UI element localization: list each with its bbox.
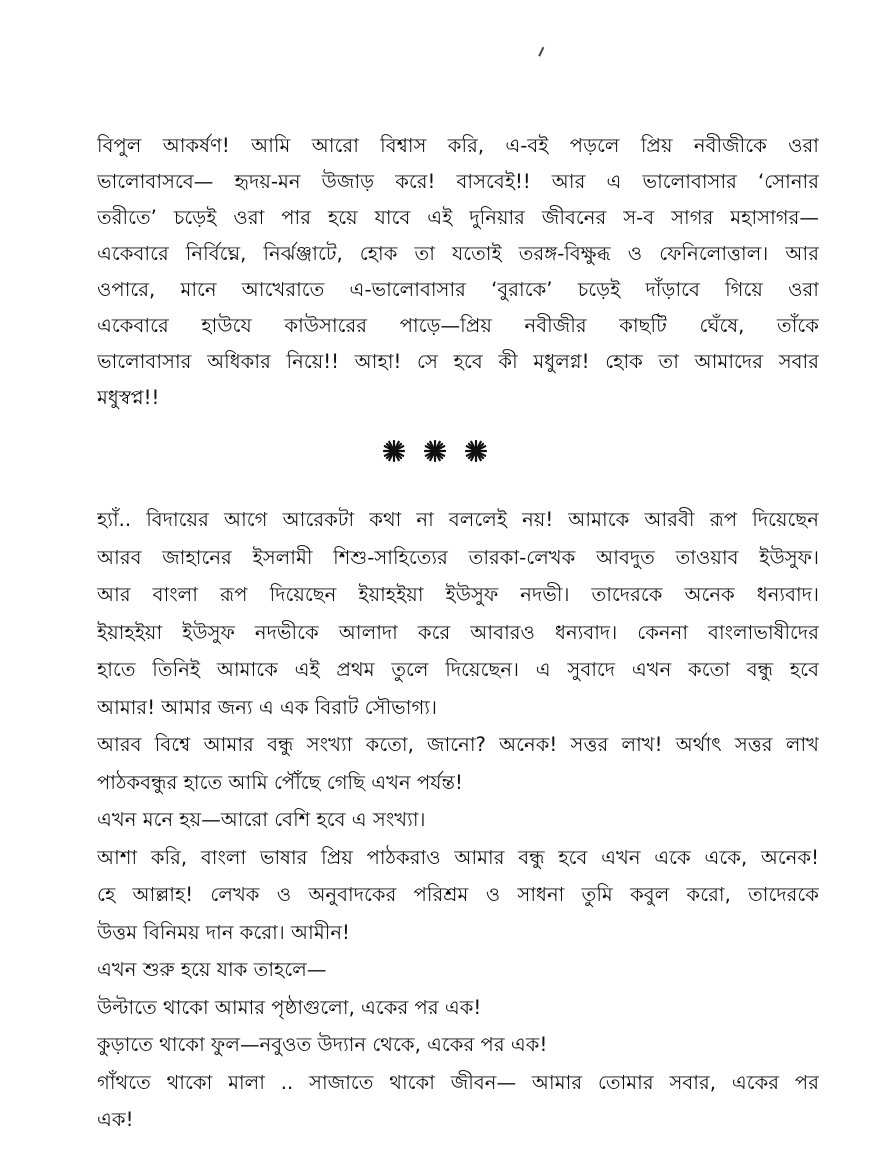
text-line: কুড়াতে থাকো ফুল—নবুওত উদ্যান থেকে, একের পর এক! <box>97 1033 548 1056</box>
text-line: আশা করি, বাংলা ভাষার প্রিয় পাঠকরাও আমার বন্ধু হবে এখন একে একে, অনেক! <box>97 845 819 869</box>
text-line: একেবারে হাউযে কাউসারের পাড়ে—প্রিয় নবীজীর কাছটি ঘেঁষে, তাঁকে <box>97 314 819 337</box>
text-line: আর বাংলা রূপ দিয়েছেন ইয়াহইয়া ইউসুফ নদভী। তাদেরকে অনেক ধন্যবাদ। <box>97 583 819 606</box>
text-line: উত্তম বিনিময় দান করো। আমীন! <box>97 920 350 944</box>
asterism-star-icon <box>465 440 487 462</box>
text-line: মধুস্বপ্ন!! <box>97 386 160 409</box>
text-line: আরব বিশ্বে আমার বন্ধু সংখ্যা কতো, জানো? অনেক! সত্তর লাখ! অর্থাৎ সত্তর লাখ <box>97 733 819 756</box>
text-line: ভালোবাসবে— হৃদয়-মন উজাড় করে! বাসবেই!! আর এ ভালোবাসার ‘সোনার <box>97 170 819 193</box>
text-line: হে আল্লাহ! লেখক ও অনুবাদকের পরিশ্রম ও সাধনা তুমি কবুল করো, তাদেরকে <box>97 883 819 906</box>
text-line: আরব জাহানের ইসলামী শিশু-সাহিত্যের তারকা-লেখক আবদুত তাওয়াব ইউসুফ। <box>97 545 819 569</box>
text-line: ইয়াহইয়া ইউসুফ নদভীকে আলাদা করে আবারও ধন্যবাদ। কেননা বাংলাভাষীদের <box>97 620 819 644</box>
text-line: এখন মনে হয়—আরো বেশি হবে এ সংখ্যা। <box>97 808 426 831</box>
text-line: একেবারে নির্বিঘ্নে, নির্ঝঞ্জাটে, হোক তা যতোই তরঙ্গ-বিক্ষুব্ধ ও ফেনিলোত্তাল। আর <box>97 242 819 265</box>
text-line: হাতে তিনিই আমাকে এই প্রথম তুলে দিয়েছেন। এ সুবাদে এখন কতো বন্ধু হবে <box>97 658 819 681</box>
text-line: এক! <box>97 1108 134 1131</box>
text-line: তরীতে’ চড়েই ওরা পার হয়ে যাবে এই দুনিয়ার জীবনের স-ব সাগর মহাসাগর— <box>97 206 819 229</box>
asterism-star-icon <box>424 440 446 462</box>
paragraph-1 <box>97 128 819 416</box>
text-line: হ্যাঁ.. বিদায়ের আগে আরেকটা কথা না বললেই নয়! আমাকে আরবী রূপ দিয়েছেন <box>97 508 819 531</box>
text-line: গাঁথতে থাকো মালা .. সাজাতে থাকো জীবন— আমার তোমার সবার, একের পর <box>97 1070 819 1094</box>
section-divider <box>0 440 870 476</box>
text-line: উল্টাতে থাকো আমার পৃষ্ঠাগুলো, একের পর এক! <box>97 995 482 1019</box>
text-line: ভালোবাসার অধিকার নিয়ে!! আহা! সে হবে কী মধুলগ্ন! হোক তা আমাদের সবার <box>97 350 819 373</box>
stray-mark <box>538 47 549 59</box>
text-line: এখন শুরু হয়ে যাক তাহলে— <box>97 958 327 981</box>
text-line: পাঠকবন্ধুর হাতে আমি পৌঁছে গেছি এখন পর্যন্ত! <box>97 770 463 794</box>
text-line: ওপারে, মানে আখেরাতে এ-ভালোবাসার ‘বুরাকে’ চড়েই দাঁড়াবে গিয়ে ওরা <box>97 278 819 301</box>
asterism-star-icon <box>383 440 405 462</box>
text-line: বিপুল আকর্ষণ! আমি আরো বিশ্বাস করি, এ-বই পড়লে প্রিয় নবীজীকে ওরা <box>97 134 819 157</box>
text-line: আমার! আমার জন্য এ এক বিরাট সৌভাগ্য। <box>97 695 437 719</box>
paragraph-2 <box>97 501 819 1139</box>
